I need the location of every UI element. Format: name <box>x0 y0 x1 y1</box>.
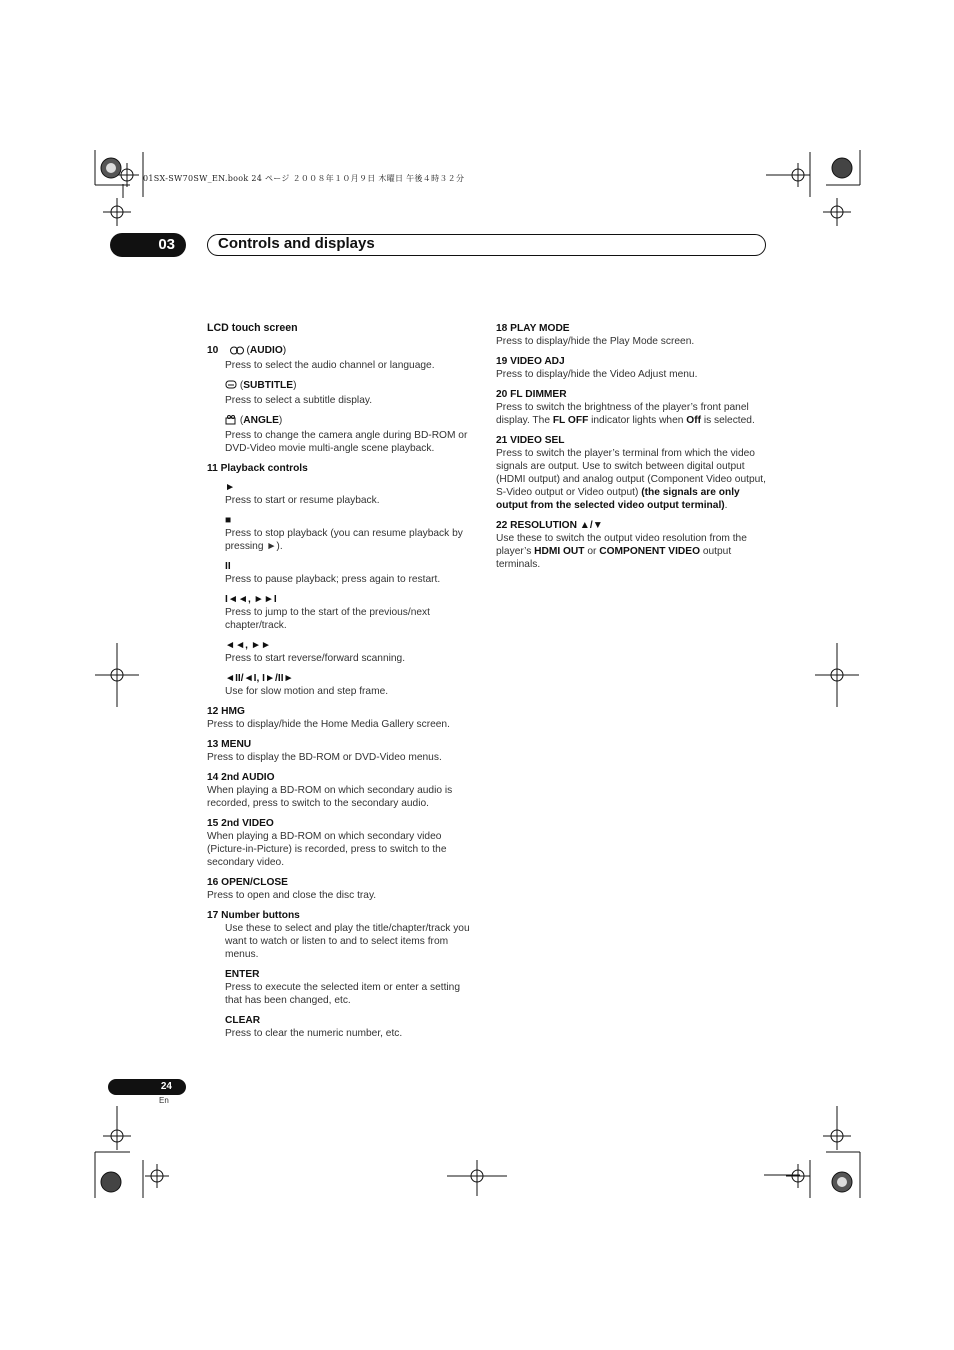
item-desc: Press to display/hide the Play Mode screen. <box>496 336 695 347</box>
skip-symbol: I◄◄, ►►I <box>225 594 277 605</box>
pause-desc: Press to pause playback; press again to restart. <box>225 574 441 585</box>
item-heading: 22 RESOLUTION ▲/▼ <box>496 520 603 531</box>
item-16 <box>207 876 479 902</box>
item-desc: Press to open and close the disc tray. <box>207 890 377 901</box>
enter-label: ENTER <box>225 969 260 980</box>
item-desc: Use these to select and play the title/chapter/track you want to watch or listen to and to select items from menus. <box>225 923 470 960</box>
item-19 <box>496 355 768 381</box>
chapter-number-badge: 03 <box>110 233 186 257</box>
subtitle-desc: Press to select a subtitle display. <box>225 395 373 406</box>
item-heading: 13 MENU <box>207 739 252 750</box>
file-info-line: 01SX-SW70SW_EN.book 24 ページ ２００８年１０月９日 木曜日 午後４時３２分 <box>143 174 465 183</box>
item-number: 10 <box>207 345 219 356</box>
audio-desc: Press to select the audio channel or language. <box>225 360 435 371</box>
item-desc: Press to display/hide the Home Media Gallery screen. <box>207 719 450 730</box>
item-22 <box>496 519 768 571</box>
audio-icon <box>230 346 244 359</box>
item-12 <box>207 705 479 731</box>
item-heading: 19 VIDEO ADJ <box>496 356 565 367</box>
angle-icon <box>225 415 237 429</box>
subtitle-label: SUBTITLE <box>243 380 294 391</box>
item-10: 10 (AUDIO) Press to select the audio channel or language. (SUBTITLE) Press to select a subtitle display. (ANGLE) Press to change the camera angle during BD-ROM or DVD-Video movie multi-angle scene playback. <box>207 344 479 455</box>
slow-step-symbol: ◄II/◄I, I►/II► <box>225 673 294 684</box>
item-heading: 18 PLAY MODE <box>496 323 570 334</box>
play-symbol: ► <box>225 482 236 493</box>
item-desc: Press to display/hide the Video Adjust menu. <box>496 369 698 380</box>
item-heading: 14 2nd AUDIO <box>207 772 275 783</box>
item-18 <box>496 322 768 348</box>
item-heading: 20 FL DIMMER <box>496 389 567 400</box>
stop-desc: Press to stop playback (you can resume playback by pressing ►). <box>225 528 463 552</box>
skip-desc: Press to jump to the start of the previous/next chapter/track. <box>225 607 430 631</box>
item-20 <box>496 388 768 427</box>
item-heading: 17 Number buttons <box>207 910 300 921</box>
chapter-title: Controls and displays <box>218 235 375 252</box>
item-desc: When playing a BD-ROM on which secondary video (Picture-in-Picture) is recorded, press to switch to the secondary video. <box>207 831 447 868</box>
angle-label: ANGLE <box>243 415 279 426</box>
item-desc: Press to switch the player’s terminal from which the video signals are output. Use to switch between digital output (HDMI output) and analog output (Component Video output, S-Video output or Video output) (the signals are only output from the selected video output terminal). <box>496 448 766 511</box>
stop-symbol: ■ <box>225 515 232 526</box>
item-desc: Use these to switch the output video resolution from the player’s HDMI OUT or COMPONENT VIDEO output terminals. <box>496 533 747 570</box>
item-11 <box>207 462 479 698</box>
item-21 <box>496 434 768 512</box>
section-heading: LCD touch screen <box>207 322 298 334</box>
audio-label: AUDIO <box>249 345 283 356</box>
enter-desc: Press to execute the selected item or enter a setting that has been changed, etc. <box>225 982 461 1006</box>
item-desc: When playing a BD-ROM on which secondary audio is recorded, press to switch to the secondary audio. <box>207 785 453 809</box>
left-column <box>207 322 479 1047</box>
item-13 <box>207 738 479 764</box>
item-heading: 11 Playback controls <box>207 463 308 474</box>
subtitle-icon <box>225 380 237 394</box>
item-heading: 15 2nd VIDEO <box>207 818 274 829</box>
angle-desc: Press to change the camera angle during BD-ROM or DVD-Video movie multi-angle scene playback. <box>225 430 468 454</box>
item-15 <box>207 817 479 869</box>
item-desc: Press to display the BD-ROM or DVD-Video menus. <box>207 752 442 763</box>
item-heading: 21 VIDEO SEL <box>496 435 565 446</box>
clear-label: CLEAR <box>225 1015 261 1026</box>
item-heading: 16 OPEN/CLOSE <box>207 877 288 888</box>
item-heading: 12 HMG <box>207 706 245 717</box>
page-language: En <box>159 1096 169 1105</box>
play-desc: Press to start or resume playback. <box>225 495 380 506</box>
clear-desc: Press to clear the numeric number, etc. <box>225 1028 403 1039</box>
slow-step-desc: Use for slow motion and step frame. <box>225 686 389 697</box>
scan-desc: Press to start reverse/forward scanning. <box>225 653 406 664</box>
right-column <box>496 322 768 578</box>
pause-symbol: II <box>225 561 231 572</box>
item-17 <box>207 909 479 1040</box>
item-14 <box>207 771 479 810</box>
item-desc: Press to switch the brightness of the player’s front panel display. The FL OFF indicator lights when Off is selected. <box>496 402 755 426</box>
page-number-badge: 24 <box>108 1079 186 1095</box>
scan-symbol: ◄◄, ►► <box>225 640 271 651</box>
